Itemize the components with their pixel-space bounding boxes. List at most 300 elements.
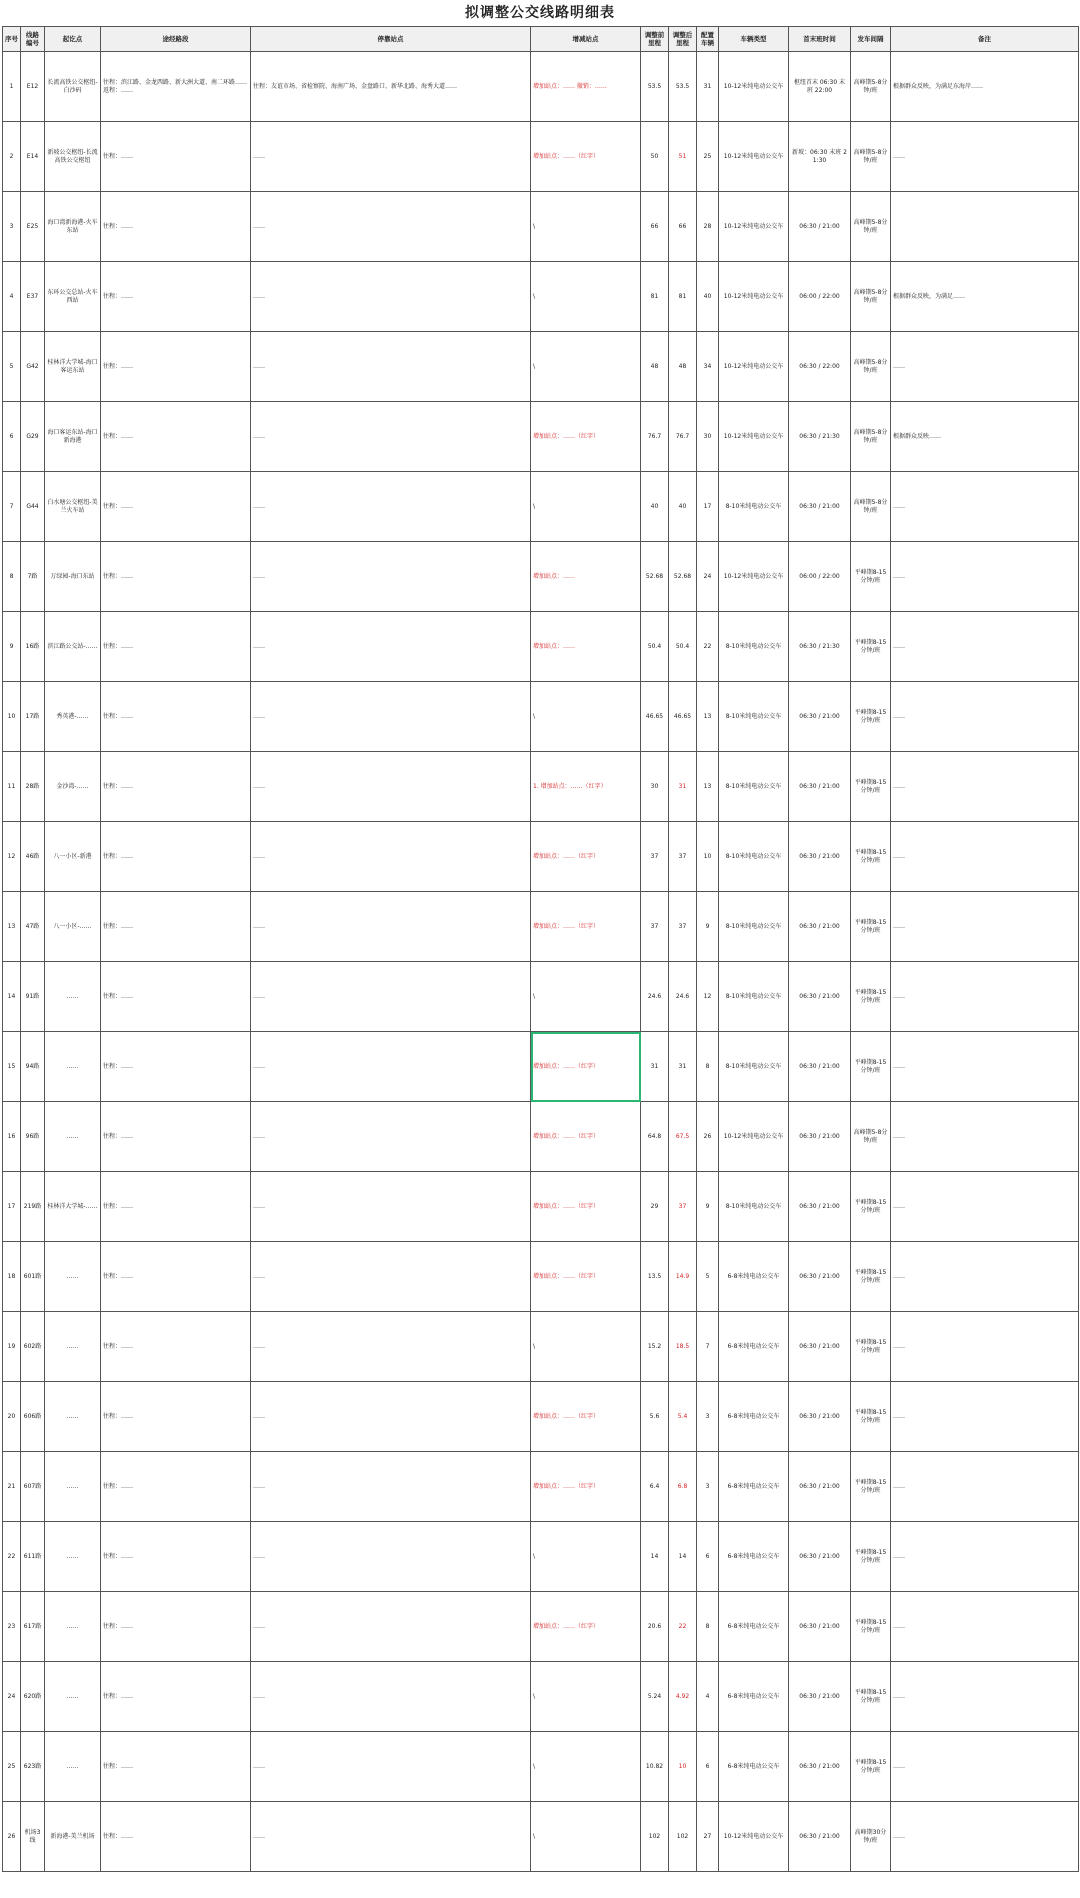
row-type: 10-12米纯电动公交车 — [719, 1802, 789, 1872]
table-row — [3, 542, 1079, 612]
row-change: 增加站点：……（红字） — [531, 1172, 641, 1242]
row-after: 37 — [669, 822, 697, 892]
row-cars: 3 — [697, 1382, 719, 1452]
row-cars: 40 — [697, 262, 719, 332]
row-route: 往程：…… — [101, 682, 251, 752]
row-before: 5.24 — [641, 1662, 669, 1732]
row-stops: …… — [251, 822, 531, 892]
header-interval: 发车间隔 — [851, 27, 891, 52]
row-change: \ — [531, 1522, 641, 1592]
row-type: 10-12米纯电动公交车 — [719, 262, 789, 332]
row-route: 往程：…… — [101, 822, 251, 892]
row-note: …… — [891, 1242, 1079, 1312]
row-after: 40 — [669, 472, 697, 542]
row-change: 增加站点：……（红字） — [531, 1032, 641, 1102]
row-ends: 八一小区-…… — [45, 892, 101, 962]
row-cars: 12 — [697, 962, 719, 1032]
row-index: 14 — [3, 962, 21, 1032]
row-index: 10 — [3, 682, 21, 752]
row-type: 8-10米纯电动公交车 — [719, 1032, 789, 1102]
row-ends: 万绿园-海口东站 — [45, 542, 101, 612]
row-index: 25 — [3, 1732, 21, 1802]
row-route: 往程：…… — [101, 752, 251, 822]
row-times: 06:30 / 21:00 — [789, 962, 851, 1032]
row-index: 15 — [3, 1032, 21, 1102]
row-before: 76.7 — [641, 402, 669, 472]
row-stops: …… — [251, 122, 531, 192]
row-stops: …… — [251, 682, 531, 752]
row-after: 5.4 — [669, 1382, 697, 1452]
row-cars: 9 — [697, 1172, 719, 1242]
row-ends: 桂林洋大学城-…… — [45, 1172, 101, 1242]
row-cars: 4 — [697, 1662, 719, 1732]
row-note — [891, 192, 1079, 262]
row-interval: 高峰期5-8分钟/班 — [851, 332, 891, 402]
row-line-no: 46路 — [21, 822, 45, 892]
row-stops: …… — [251, 1242, 531, 1312]
header-index: 序号 — [3, 27, 21, 52]
row-interval: 平峰期8-15分钟/班 — [851, 822, 891, 892]
row-index: 5 — [3, 332, 21, 402]
row-change: 增加站点：……（红字） — [531, 402, 641, 472]
row-note: …… — [891, 1452, 1079, 1522]
row-before: 40 — [641, 472, 669, 542]
row-before: 5.6 — [641, 1382, 669, 1452]
row-interval: 高峰期5-8分钟/班 — [851, 402, 891, 472]
row-times: 06:00 / 22:00 — [789, 542, 851, 612]
row-index: 6 — [3, 402, 21, 472]
row-type: 8-10米纯电动公交车 — [719, 612, 789, 682]
row-after: 31 — [669, 752, 697, 822]
row-index: 26 — [3, 1802, 21, 1872]
row-line-no: 606路 — [21, 1382, 45, 1452]
row-route: 往程：…… — [101, 1102, 251, 1172]
table-row — [3, 1172, 1079, 1242]
row-ends: 滨江路公交站-…… — [45, 612, 101, 682]
row-cars: 8 — [697, 1592, 719, 1662]
row-index: 8 — [3, 542, 21, 612]
row-type: 8-10米纯电动公交车 — [719, 472, 789, 542]
row-stops: …… — [251, 1102, 531, 1172]
row-stops: …… — [251, 1172, 531, 1242]
table-row — [3, 682, 1079, 752]
row-times: 06:30 / 21:00 — [789, 682, 851, 752]
row-note: …… — [891, 1522, 1079, 1592]
header-cars: 配置车辆 — [697, 27, 719, 52]
row-change: 增加站点：……（红字） — [531, 822, 641, 892]
table-row — [3, 1452, 1079, 1522]
table-row — [3, 822, 1079, 892]
row-ends: 长流高铁公交枢纽-白沙码 — [45, 52, 101, 122]
row-interval: 高峰期5-8分钟/班 — [851, 192, 891, 262]
row-interval: 平峰期8-15分钟/班 — [851, 962, 891, 1032]
row-cars: 3 — [697, 1452, 719, 1522]
row-line-no: 47路 — [21, 892, 45, 962]
row-type: 10-12米纯电动公交车 — [719, 542, 789, 612]
table-row — [3, 1312, 1079, 1382]
row-ends: …… — [45, 1382, 101, 1452]
header-before: 调整前里程 — [641, 27, 669, 52]
row-before: 81 — [641, 262, 669, 332]
row-before: 14 — [641, 1522, 669, 1592]
row-after: 102 — [669, 1802, 697, 1872]
row-route: 往程：滨江路、金龙西路、新大洲大道、南二环路……返程：…… — [101, 52, 251, 122]
row-stops: …… — [251, 1032, 531, 1102]
row-note: …… — [891, 1802, 1079, 1872]
row-after: 37 — [669, 892, 697, 962]
row-cars: 25 — [697, 122, 719, 192]
table-row — [3, 1102, 1079, 1172]
row-stops: …… — [251, 1592, 531, 1662]
row-line-no: 17路 — [21, 682, 45, 752]
row-times: 新坡：06:30 末班 21:30 — [789, 122, 851, 192]
row-before: 48 — [641, 332, 669, 402]
row-change: \ — [531, 682, 641, 752]
row-times: 06:30 / 21:00 — [789, 1662, 851, 1732]
row-after: 81 — [669, 262, 697, 332]
row-interval: 平峰期8-15分钟/班 — [851, 1032, 891, 1102]
row-stops: …… — [251, 962, 531, 1032]
table-row — [3, 332, 1079, 402]
row-note: …… — [891, 962, 1079, 1032]
table-row — [3, 612, 1079, 682]
row-times: 06:00 / 22:00 — [789, 262, 851, 332]
row-interval: 平峰期8-15分钟/班 — [851, 1242, 891, 1312]
row-interval: 高峰期5-8分钟/班 — [851, 472, 891, 542]
row-ends: 海口湾新海港-火车东站 — [45, 192, 101, 262]
row-change: 1. 增加站点：……（红字） — [531, 752, 641, 822]
row-change: 增加站点：……（红字） — [531, 1592, 641, 1662]
row-line-no: 219路 — [21, 1172, 45, 1242]
row-stops: …… — [251, 1732, 531, 1802]
row-route: 往程：…… — [101, 1032, 251, 1102]
row-times: 06:30 / 21:00 — [789, 192, 851, 262]
row-after: 22 — [669, 1592, 697, 1662]
row-cars: 24 — [697, 542, 719, 612]
row-index: 12 — [3, 822, 21, 892]
row-route: 往程：…… — [101, 612, 251, 682]
row-stops: …… — [251, 332, 531, 402]
row-note: …… — [891, 1382, 1079, 1452]
row-interval: 平峰期8-15分钟/班 — [851, 1732, 891, 1802]
header-type: 车辆类型 — [719, 27, 789, 52]
row-note: …… — [891, 892, 1079, 962]
row-interval: 高峰期5-8分钟/班 — [851, 122, 891, 192]
row-interval: 高峰期5-8分钟/班 — [851, 1102, 891, 1172]
row-index: 3 — [3, 192, 21, 262]
row-type: 6-8米纯电动公交车 — [719, 1382, 789, 1452]
row-change: \ — [531, 262, 641, 332]
row-line-no: 机场3线 — [21, 1802, 45, 1872]
row-ends: 新海港-美兰机场 — [45, 1802, 101, 1872]
row-change: \ — [531, 1662, 641, 1732]
row-ends: 东环公交总站-火车西站 — [45, 262, 101, 332]
row-type: 8-10米纯电动公交车 — [719, 892, 789, 962]
route-table — [2, 26, 1079, 1872]
row-type: 10-12米纯电动公交车 — [719, 52, 789, 122]
row-line-no: G42 — [21, 332, 45, 402]
row-ends: …… — [45, 1592, 101, 1662]
row-after: 18.5 — [669, 1312, 697, 1382]
row-change: \ — [531, 472, 641, 542]
table-row — [3, 1662, 1079, 1732]
row-times: 06:30 / 21:00 — [789, 1522, 851, 1592]
row-type: 10-12米纯电动公交车 — [719, 402, 789, 472]
row-before: 24.6 — [641, 962, 669, 1032]
row-stops: …… — [251, 262, 531, 332]
table-row — [3, 1032, 1079, 1102]
row-stops: …… — [251, 402, 531, 472]
row-stops: …… — [251, 1522, 531, 1592]
row-cars: 13 — [697, 752, 719, 822]
row-line-no: 7路 — [21, 542, 45, 612]
row-change: 增加站点：…… — [531, 612, 641, 682]
row-times: 06:30 / 21:00 — [789, 892, 851, 962]
row-change: 增加站点：…… 撤销：…… — [531, 52, 641, 122]
row-cars: 10 — [697, 822, 719, 892]
row-line-no: G29 — [21, 402, 45, 472]
header-after: 调整后里程 — [669, 27, 697, 52]
header-ends: 起讫点 — [45, 27, 101, 52]
row-before: 53.5 — [641, 52, 669, 122]
row-type: 6-8米纯电动公交车 — [719, 1312, 789, 1382]
row-cars: 28 — [697, 192, 719, 262]
table-row — [3, 402, 1079, 472]
row-index: 4 — [3, 262, 21, 332]
table-row — [3, 892, 1079, 962]
row-route: 往程：…… — [101, 892, 251, 962]
row-times: 06:30 / 21:00 — [789, 1732, 851, 1802]
row-change: 增加站点：……（红字） — [531, 892, 641, 962]
row-after: 52.68 — [669, 542, 697, 612]
row-route: 往程：…… — [101, 962, 251, 1032]
row-ends: 海口客运东站-海口新海港 — [45, 402, 101, 472]
row-line-no: 623路 — [21, 1732, 45, 1802]
row-route: 往程：…… — [101, 262, 251, 332]
row-type: 6-8米纯电动公交车 — [719, 1592, 789, 1662]
row-note: …… — [891, 1312, 1079, 1382]
row-index: 18 — [3, 1242, 21, 1312]
row-note: 根据群众反映，为满足东海岸…… — [891, 52, 1079, 122]
row-route: 往程：…… — [101, 1172, 251, 1242]
header-note: 备注 — [891, 27, 1079, 52]
row-stops: …… — [251, 1662, 531, 1732]
row-before: 15.2 — [641, 1312, 669, 1382]
row-line-no: E25 — [21, 192, 45, 262]
row-before: 13.5 — [641, 1242, 669, 1312]
row-cars: 27 — [697, 1802, 719, 1872]
row-times: 06:30 / 21:00 — [789, 1242, 851, 1312]
row-note: …… — [891, 1592, 1079, 1662]
row-before: 102 — [641, 1802, 669, 1872]
row-type: 8-10米纯电动公交车 — [719, 752, 789, 822]
row-note: 根据群众反映，为满足…… — [891, 262, 1079, 332]
row-interval: 平峰期8-15分钟/班 — [851, 1382, 891, 1452]
row-index: 11 — [3, 752, 21, 822]
row-ends: 秀英港-…… — [45, 682, 101, 752]
row-stops: …… — [251, 752, 531, 822]
row-note: …… — [891, 682, 1079, 752]
row-cars: 34 — [697, 332, 719, 402]
row-route: 往程：…… — [101, 402, 251, 472]
row-before: 20.6 — [641, 1592, 669, 1662]
row-line-no: G44 — [21, 472, 45, 542]
table-row — [3, 262, 1079, 332]
row-index: 21 — [3, 1452, 21, 1522]
row-times: 06:30 / 21:00 — [789, 1172, 851, 1242]
row-type: 8-10米纯电动公交车 — [719, 962, 789, 1032]
row-cars: 7 — [697, 1312, 719, 1382]
row-ends: …… — [45, 1032, 101, 1102]
row-line-no: 617路 — [21, 1592, 45, 1662]
row-line-no: 602路 — [21, 1312, 45, 1382]
row-cars: 6 — [697, 1732, 719, 1802]
row-after: 48 — [669, 332, 697, 402]
row-change: \ — [531, 1732, 641, 1802]
row-times: 06:30 / 21:30 — [789, 612, 851, 682]
row-type: 10-12米纯电动公交车 — [719, 1102, 789, 1172]
row-line-no: 16路 — [21, 612, 45, 682]
row-ends: …… — [45, 1312, 101, 1382]
row-ends: …… — [45, 1662, 101, 1732]
row-ends: …… — [45, 1102, 101, 1172]
row-route: 往程：…… — [101, 472, 251, 542]
table-row — [3, 122, 1079, 192]
row-after: 66 — [669, 192, 697, 262]
row-route: 往程：…… — [101, 1662, 251, 1732]
row-type: 10-12米纯电动公交车 — [719, 332, 789, 402]
row-after: 46.65 — [669, 682, 697, 752]
row-index: 13 — [3, 892, 21, 962]
row-times: 枢纽首末 06:30 末班 22:00 — [789, 52, 851, 122]
row-interval: 平峰期8-15分钟/班 — [851, 682, 891, 752]
row-times: 06:30 / 21:00 — [789, 1592, 851, 1662]
table-row — [3, 192, 1079, 262]
row-stops: …… — [251, 892, 531, 962]
row-change: \ — [531, 192, 641, 262]
row-line-no: 96路 — [21, 1102, 45, 1172]
row-times: 06:30 / 21:00 — [789, 752, 851, 822]
row-line-no: 607路 — [21, 1452, 45, 1522]
row-times: 06:30 / 21:00 — [789, 1312, 851, 1382]
row-ends: …… — [45, 962, 101, 1032]
row-line-no: 94路 — [21, 1032, 45, 1102]
row-route: 往程：…… — [101, 542, 251, 612]
row-ends: 新坡公交枢纽-长流高铁公交枢纽 — [45, 122, 101, 192]
row-ends: …… — [45, 1242, 101, 1312]
row-after: 10 — [669, 1732, 697, 1802]
row-change: \ — [531, 1312, 641, 1382]
row-before: 64.8 — [641, 1102, 669, 1172]
row-type: 10-12米纯电动公交车 — [719, 122, 789, 192]
row-before: 50.4 — [641, 612, 669, 682]
row-after: 14 — [669, 1522, 697, 1592]
row-times: 06:30 / 21:00 — [789, 1802, 851, 1872]
row-after: 14.9 — [669, 1242, 697, 1312]
row-index: 7 — [3, 472, 21, 542]
row-route: 往程：…… — [101, 1732, 251, 1802]
table-row — [3, 1802, 1079, 1872]
row-interval: 平峰期8-15分钟/班 — [851, 1172, 891, 1242]
row-cars: 6 — [697, 1522, 719, 1592]
row-type: 6-8米纯电动公交车 — [719, 1522, 789, 1592]
row-before: 29 — [641, 1172, 669, 1242]
row-note: …… — [891, 1172, 1079, 1242]
row-interval: 平峰期8-15分钟/班 — [851, 752, 891, 822]
row-change: \ — [531, 1802, 641, 1872]
row-route: 往程：…… — [101, 122, 251, 192]
row-cars: 5 — [697, 1242, 719, 1312]
row-index: 24 — [3, 1662, 21, 1732]
header-times: 首末班时间 — [789, 27, 851, 52]
row-change: 增加站点：……（红字） — [531, 1102, 641, 1172]
row-route: 往程：…… — [101, 1242, 251, 1312]
row-interval: 平峰期8-15分钟/班 — [851, 1312, 891, 1382]
row-type: 6-8米纯电动公交车 — [719, 1242, 789, 1312]
header-route: 途经路段 — [101, 27, 251, 52]
row-index: 22 — [3, 1522, 21, 1592]
row-line-no: E14 — [21, 122, 45, 192]
row-before: 66 — [641, 192, 669, 262]
row-type: 6-8米纯电动公交车 — [719, 1732, 789, 1802]
row-change: 增加站点：……（红字） — [531, 1242, 641, 1312]
row-type: 8-10米纯电动公交车 — [719, 822, 789, 892]
row-interval: 平峰期8-15分钟/班 — [851, 1662, 891, 1732]
row-after: 4.92 — [669, 1662, 697, 1732]
row-before: 30 — [641, 752, 669, 822]
row-times: 06:30 / 22:00 — [789, 332, 851, 402]
row-interval: 平峰期8-15分钟/班 — [851, 1592, 891, 1662]
row-before: 6.4 — [641, 1452, 669, 1522]
row-line-no: 91路 — [21, 962, 45, 1032]
table-row — [3, 472, 1079, 542]
row-times: 06:30 / 21:00 — [789, 1032, 851, 1102]
row-line-no: E12 — [21, 52, 45, 122]
row-route: 往程：…… — [101, 1802, 251, 1872]
row-change: 增加站点：……（红字） — [531, 122, 641, 192]
row-interval: 平峰期8-15分钟/班 — [851, 612, 891, 682]
row-times: 06:30 / 21:00 — [789, 1452, 851, 1522]
table-row — [3, 1522, 1079, 1592]
row-after: 50.4 — [669, 612, 697, 682]
row-note: …… — [891, 1662, 1079, 1732]
row-stops: …… — [251, 472, 531, 542]
row-type: 8-10米纯电动公交车 — [719, 1172, 789, 1242]
row-route: 往程：…… — [101, 332, 251, 402]
row-interval: 平峰期8-15分钟/班 — [851, 1452, 891, 1522]
row-before: 31 — [641, 1032, 669, 1102]
row-ends: 金沙湾-…… — [45, 752, 101, 822]
row-before: 52.68 — [641, 542, 669, 612]
row-after: 76.7 — [669, 402, 697, 472]
row-note: …… — [891, 1732, 1079, 1802]
row-note: …… — [891, 612, 1079, 682]
row-index: 2 — [3, 122, 21, 192]
row-interval: 平峰期8-15分钟/班 — [851, 892, 891, 962]
row-interval: 高峰期5-8分钟/班 — [851, 262, 891, 332]
table-row — [3, 52, 1079, 122]
row-interval: 高峰期5-8分钟/班 — [851, 52, 891, 122]
table-row — [3, 1242, 1079, 1312]
row-line-no: 28路 — [21, 752, 45, 822]
row-change: 增加站点：……（红字） — [531, 1452, 641, 1522]
row-stops: …… — [251, 612, 531, 682]
row-ends: 白水塘公交枢纽-美兰火车站 — [45, 472, 101, 542]
row-stops: …… — [251, 192, 531, 262]
row-change: 增加站点：……（红字） — [531, 1382, 641, 1452]
row-note: …… — [891, 752, 1079, 822]
row-index: 17 — [3, 1172, 21, 1242]
